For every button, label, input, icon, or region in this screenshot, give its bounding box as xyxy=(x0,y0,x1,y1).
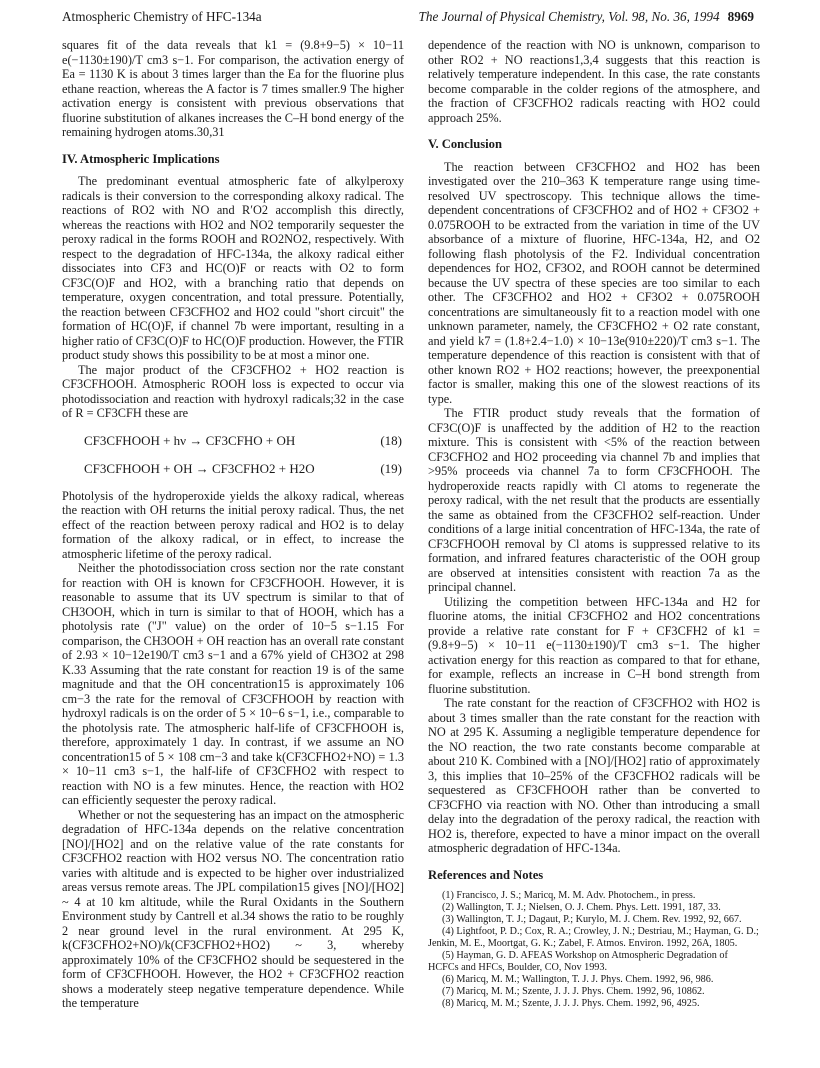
reference-item: (4) Lightfoot, P. D.; Cox, R. A.; Crowley, J. N.; Destriau, M.; Hayman, G. D.; Jenkin, M. E., Moortgat, G. K.; Zabel, F. Atmos. Environ. 1992, 26A, 1805. xyxy=(428,926,759,949)
section-heading: IV. Atmospheric Implications xyxy=(62,151,220,166)
running-title: Atmospheric Chemistry of HFC-134a xyxy=(62,9,262,24)
paragraph: Utilizing the competition between HFC-134a and H2 for fluorine atoms, the initial CF3CFHO2 and HO2 concentrations provide a relative rate constant for F + CF3CFH2 of k1 = (9.8+9−5) × 10−11 e(−1130±190)/T cm3 s−1. The higher activation energy for this reaction as compared to that for ethane, for example, reflects an increase in C–H bond strength from fluorine substitution. xyxy=(428,594,760,696)
paragraph: squares fit of the data reveals that k1 = (9.8+9−5) × 10−11 e(−1130±190)/T cm3 s−1. For comparison, the activation energy of Ea = 1130 K is about 3 times larger than the Ea for the fluorine plus ethane reaction, whereas the A factor is 7 times smaller.9 The higher activation energy is consistent with previous observations that fluorine substitution of alkanes increases the C–H bond energy of the remaining hydrogen atoms.30,31 xyxy=(62,38,404,139)
paragraph: The major product of the CF3CFHO2 + HO2 reaction is CF3CFHOOH. Atmospheric ROOH loss is expected to occur via photodissociation and reaction with hydroxyl radicals;32 in the case of R = CF3CFH these are xyxy=(62,362,404,420)
paragraph: Neither the photodissociation cross section nor the rate constant for reaction with OH is known for CF3CFHOOH. However, it is reasonable to assume that its UV spectrum is similar to that of CH3OOH, which in turn is similar to that of HOOH, which has a photolysis rate ("J" value) on the order of 10−5 s−1.15 For comparison, the CH3OOH + OH reaction has an overall rate constant of 2.93 × 10−12e190/T cm3 s−1 and a 67% yield of CH3O2 at 298 K.33 Assuming that the rate constant for reaction 19 is of the same magnitude and that the OH concentration15 is approximately 106 cm−3 the rate for the removal of CF3CFHOOH by reaction with hydroxyl radicals is on the order of 5 × 10−6 s−1, i.e., comparable to the photolysis rate. The atmospheric half-life of CF3CFHOOH is, therefore, approximately 1 day. In contrast, if we assume an NO concentration15 of 5 × 108 cm−3 and take k(CF3CFHO2+NO) = 1.3 × 10−11 cm3 s−1, the half-life of CF3CFHO2 with respect to reaction with NO is a few minutes. Hence, the reaction with HO2 can efficiently sequester the peroxy radical. xyxy=(62,561,404,807)
journal-name: The Journal of Physical Chemistry, Vol. 98, No. 36, 1994 xyxy=(418,9,720,24)
paragraph: The FTIR product study reveals that the formation of CF3C(O)F is unaffected by the addition of H2 to the reaction mixture. This is consistent with <5% of the reaction between CF3CFHO2 and HO2 proceeding via channel 7b and implies that >95% proceeds via channel 7a to form CF3CFHOOH. The hydroperoxide reacts rapidly with Cl atoms to regenerate the peroxy radical, with the net result that the products are essentially the same as obtained from the CF3CFHO2 self-reaction. Under conditions of a large initial concentration of HFC-134a, the rate of CF3CFHOOH removal by Cl atoms is suppressed relative to its formation, and infrared features characteristic of the OOH group are observed at intensities consistent with reaction 7a as the principal channel. xyxy=(428,406,760,594)
reference-item: (3) Wallington, T. J.; Dagaut, P.; Kurylo, M. J. Chem. Rev. 1992, 92, 667. xyxy=(442,914,742,925)
journal-citation xyxy=(419,8,754,26)
equation-number: (19) xyxy=(380,460,402,476)
left-column xyxy=(62,38,404,1011)
equation-number: (18) xyxy=(380,432,402,448)
equation-body: CF3CFHOOH + OH → CF3CFHO2 + H2O xyxy=(84,460,315,476)
paragraph: dependence of the reaction with NO is unknown, comparison to other RO2 + NO reactions1,3,4 suggests that this reaction is relatively temperature independent. In this case, the rate constants become comparable in the colder regions of the atmosphere, and the fraction of CF3CFHO2 radicals reacting with HO2 could approach 25%. xyxy=(428,38,760,125)
reference-item: (6) Maricq, M. M.; Wallington, T. J. J. Phys. Chem. 1992, 96, 986. xyxy=(442,974,714,985)
equation-19 xyxy=(62,461,404,477)
reference-item: (7) Maricq, M. M.; Szente, J. J. J. Phys. Chem. 1992, 96, 10862. xyxy=(442,986,705,997)
equation-body: CF3CFHOOH + hν → CF3CFHO + OH xyxy=(84,432,296,448)
reference-item: (8) Maricq, M. M.; Szente, J. J. J. Phys. Chem. 1992, 96, 4925. xyxy=(442,998,700,1009)
paragraph: Whether or not the sequestering has an impact on the atmospheric degradation of HFC-134a depends on the relative concentration [NO]/[HO2] and on the relative value of the rate constants for CF3CFHO2 reaction with HO2 versus NO. The concentration ratio varies with altitude and is expected to be higher over industrialized areas versus remote areas. The JPL compilation15 gives [NO]/[HO2] ~ 4 at 10 km altitude, while the Rural Oxidants in the Southern Environment study by Cantrell et al.34 shows the ratio to be roughly 2 near ground level in the rural environment. At 295 K, k(CF3CFHO2+NO)/k(CF3CFHO2+HO2) ~ 3, whereby approximately 10% of the CF3CFHO2 should be sequestered in the form of CF3CFHOOH. However, the HO2 + CF3CFHO2 reaction shows a moderately steep negative temperature dependence. While the temperature xyxy=(62,807,404,1010)
paragraph: The rate constant for the reaction of CF3CFHO2 with HO2 is about 3 times smaller than the rate constant for the reaction with NO at 295 K. Assuming a negligible temperature dependence for the NO reaction, the two rate constants become comparable at about 210 K. Combined with a [NO]/[HO2] ratio of approximately 3, this implies that 10–25% of the CF3CFHO2 radicals will be sequestered as CF3CFHOOH rather than be converted to CF3CFHO via reaction with NO. Other than introducing a small delay into the degradation of the peroxy radical, the reaction with HO2 is, therefore, expected to have a minor impact on the overall atmospheric degradation of HFC-134a. xyxy=(428,696,760,855)
page-number: 8969 xyxy=(727,9,754,24)
right-column xyxy=(428,38,760,1010)
reference-list xyxy=(428,890,760,1010)
references-heading: References and Notes xyxy=(428,867,544,882)
equation-18 xyxy=(62,433,404,449)
section-heading: V. Conclusion xyxy=(428,137,502,151)
running-header xyxy=(62,8,754,26)
paragraph: Photolysis of the hydroperoxide yields the alkoxy radical, whereas the reaction with OH returns the initial peroxy radical. Thus, the net effect of the reaction between peroxy radical and HO2 is to delay formation of the alkoxy radical, or in effect, to increase the atmospheric lifetime of the peroxy radical. xyxy=(62,488,404,561)
reference-item: (2) Wallington, T. J.; Nielsen, O. J. Chem. Phys. Lett. 1991, 187, 33. xyxy=(442,902,721,913)
paragraph: The reaction between CF3CFHO2 and HO2 has been investigated over the 210–363 K temperature range using time-resolved UV spectroscopy. This technique allows the time-dependent concentrations of CF3CFHO2 and of HO2 + CF3O2 + 0.075ROOH to be extracted from the variation in time of the UV absorbance of a mixture of fluorine, HFC-134a, H2, and O2 following flash photolysis of the F2. Individual concentration dependences for HO2, CF3O2, and ROOH cannot be determined because the UV spectra of these species are too similar to each other. The CF3CFHO2 and HO2 + CF3O2 + 0.075ROOH concentrations are simultaneously fit to a reaction model with one unknown parameter, namely, the CF3CFHO2 + O2 rate constant, and yield k7 = (1.8+2.4−1.0) × 10−13e(910±220)/T cm3 s−1. The temperature dependence of this reaction is consistent with that of other known RO2 + HO2 reactions; however, the preexponential factor is smaller, making this one of the slowest reactions of its type. xyxy=(428,159,760,406)
paragraph: The predominant eventual atmospheric fate of alkylperoxy radicals is their conversion to the corresponding alkoxy radical. The reactions of RO2 with NO and R′O2 accomplish this directly, whereas the reactions with HO2 and NO2 temporarily sequester the peroxy radical in the forms ROOH and RO2NO2, respectively. With respect to the degradation of HFC-134a, the alkoxy radical either dissociates into CF3 and HC(O)F or reacts with O2 to form CF3C(O)F and HO2, with a branching ratio that depends on temperature, oxygen concentration, and total pressure. Potentially, the reaction between CF3CFHO2 and HO2 could "short circuit" the formation of HC(O)F, if channel 7b were important, resulting in a higher ratio of CF3C(O)F to HC(O)F production. However, the FTIR product study shows this possibility to be at most a minor one. xyxy=(62,174,404,362)
reference-item: (1) Francisco, J. S.; Maricq, M. M. Adv. Photochem., in press. xyxy=(442,890,696,901)
reference-item: (5) Hayman, G. D. AFEAS Workshop on Atmospheric Degradation of HCFCs and HFCs, Boulder, CO, Nov 1993. xyxy=(428,950,728,973)
